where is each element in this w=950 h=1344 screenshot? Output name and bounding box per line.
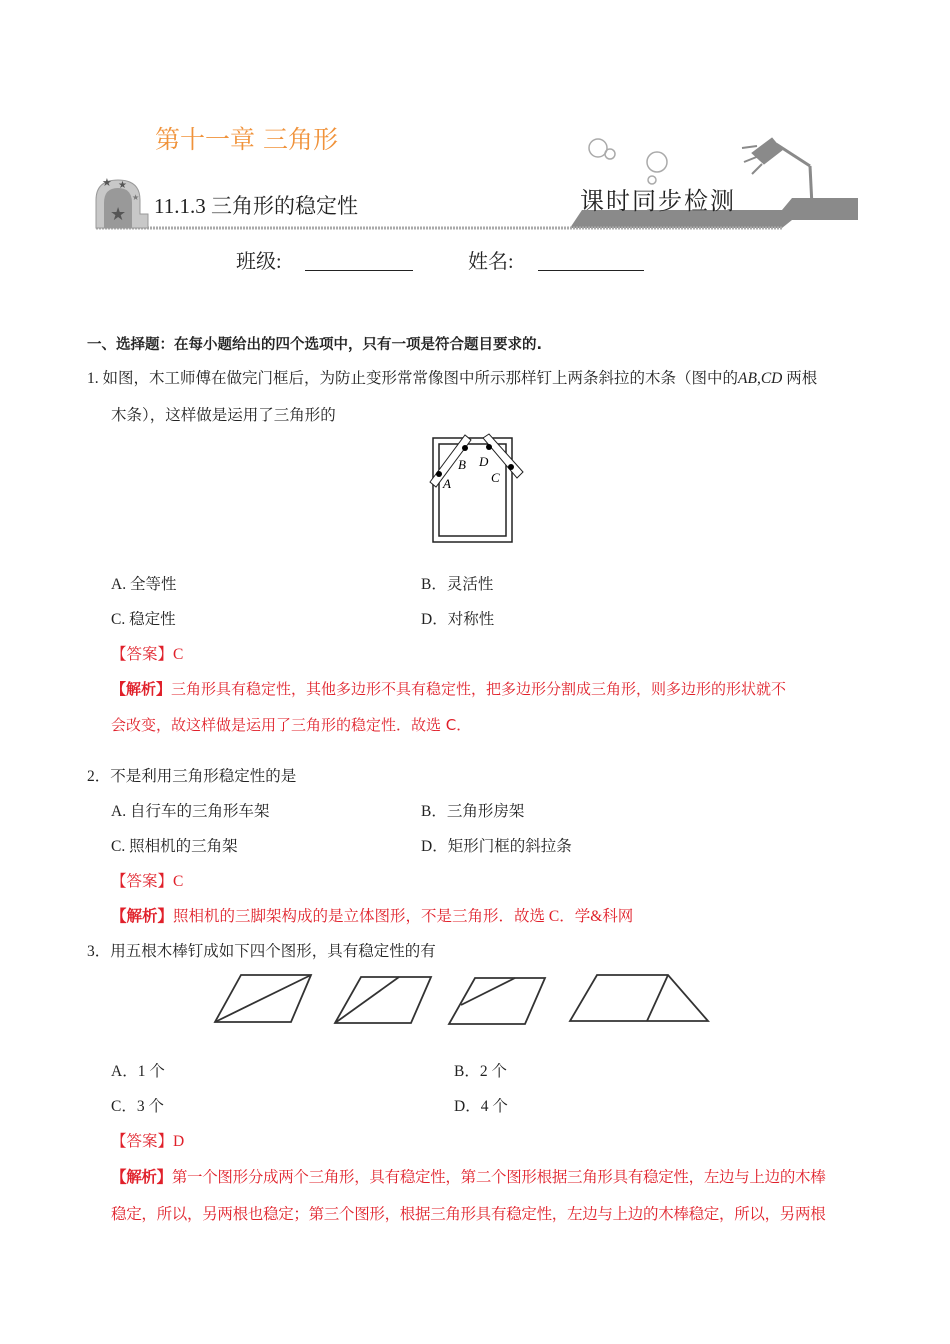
var-ab: AB xyxy=(738,370,757,387)
q1-analysis-cont: 会改变，故这样做是运用了三角形的稳定性．故选 C． xyxy=(111,716,472,734)
class-label: 班级: xyxy=(236,251,282,273)
stem-text: 1. 如图，木工师傅在做完门框后，为防止变形常常像图中所示那样钉上两条斜拉的木条（图中的 xyxy=(87,370,739,387)
q1-analysis xyxy=(111,679,786,699)
svg-text:★: ★ xyxy=(132,193,140,202)
shape-3 xyxy=(449,978,545,1024)
question-1-stem xyxy=(87,369,817,389)
q1-option-d[interactable]: D．对称性 xyxy=(421,611,495,628)
door-frame-figure xyxy=(425,432,525,547)
q1-option-a[interactable]: A. 全等性 xyxy=(111,576,177,593)
shape-4 xyxy=(570,975,708,1021)
svg-text:★: ★ xyxy=(102,177,112,189)
q1-option-b[interactable]: B．灵活性 xyxy=(421,576,494,593)
star-badge-icon xyxy=(96,177,148,228)
name-label: 姓名: xyxy=(468,251,514,273)
q3-analysis-cont: 稳定，所以，另两根也稳定；第三个图形，根据三角形具有稳定性，左边与上边的木棒稳定，所以，另两根 xyxy=(111,1206,826,1223)
q3-option-d[interactable]: D．4 个 xyxy=(454,1098,508,1115)
section-heading: 一、选择题：在每小题给出的四个选项中，只有一项是符合题目要求的. xyxy=(87,337,543,353)
bubbles-icon xyxy=(589,139,667,184)
q1-option-c[interactable]: C. 稳定性 xyxy=(111,611,176,628)
shape-1 xyxy=(215,975,311,1022)
analysis-text: 第一个图形分成两个三角形，具有稳定性，第二个图形根据三角形具有稳定性，左边与上边的木棒 xyxy=(171,1169,826,1186)
q3-analysis xyxy=(111,1168,825,1188)
question-1-stem-cont: 木条），这样做是运用了三角形的 xyxy=(111,407,336,424)
q3-option-c[interactable]: C．3 个 xyxy=(111,1098,164,1115)
q2-answer xyxy=(111,872,183,892)
analysis-label: 【解析】 xyxy=(111,908,174,925)
var-cd: CD xyxy=(760,370,783,387)
analysis-label: 【解析】 xyxy=(111,680,172,698)
class-input-line[interactable] xyxy=(305,270,413,271)
label-b: B xyxy=(458,457,466,472)
shape-2 xyxy=(335,977,431,1023)
q2-option-a[interactable]: A. 自行车的三角形车架 xyxy=(111,803,270,820)
answer-label: 【答案】 xyxy=(111,646,174,663)
answer-value: D xyxy=(173,1133,185,1150)
q3-option-b[interactable]: B．2 个 xyxy=(454,1063,507,1080)
question-2-stem: 2．不是利用三角形稳定性的是 xyxy=(87,768,297,785)
q2-analysis xyxy=(111,907,633,927)
header-banner-graphic xyxy=(92,128,864,238)
stem-tail: 两根 xyxy=(786,370,818,387)
svg-text:★: ★ xyxy=(110,204,127,224)
answer-label: 【答案】 xyxy=(111,873,174,890)
label-d: D xyxy=(479,454,489,469)
question-3-stem: 3．用五根木棒钉成如下四个图形，具有稳定性的有 xyxy=(87,943,436,960)
sep: , xyxy=(756,370,761,387)
q2-option-d[interactable]: D．矩形门框的斜拉条 xyxy=(421,838,572,855)
analysis-text: 照相机的三脚架构成的是立体图形，不是三角形．故选 C．学&科网 xyxy=(173,908,634,925)
q1-answer xyxy=(111,645,183,665)
answer-value: C xyxy=(173,873,184,890)
q2-option-c[interactable]: C. 照相机的三角架 xyxy=(111,838,238,855)
answer-value: C xyxy=(173,646,184,663)
q3-option-a[interactable]: A．1 个 xyxy=(111,1063,165,1080)
section-title: 11.1.3 三角形的稳定性 xyxy=(154,194,358,218)
analysis-text: 三角形具有稳定性，其他多边形不具有稳定性，把多边形分割成三角形，则多边形的形状就不 xyxy=(171,680,787,698)
analysis-label: 【解析】 xyxy=(111,1169,172,1186)
banner-title: 课时同步检测 xyxy=(580,189,736,215)
four-shapes-figure xyxy=(200,965,750,1035)
svg-text:★: ★ xyxy=(118,180,127,191)
q2-option-b[interactable]: B．三角形房架 xyxy=(421,803,525,820)
label-c: C xyxy=(491,470,500,485)
chapter-title: 第十一章 三角形 xyxy=(155,125,338,154)
name-input-line[interactable] xyxy=(538,270,644,271)
answer-label: 【答案】 xyxy=(111,1133,174,1150)
desk-lamp-icon xyxy=(742,138,812,206)
label-a: A xyxy=(443,476,451,491)
q3-answer xyxy=(111,1132,184,1152)
